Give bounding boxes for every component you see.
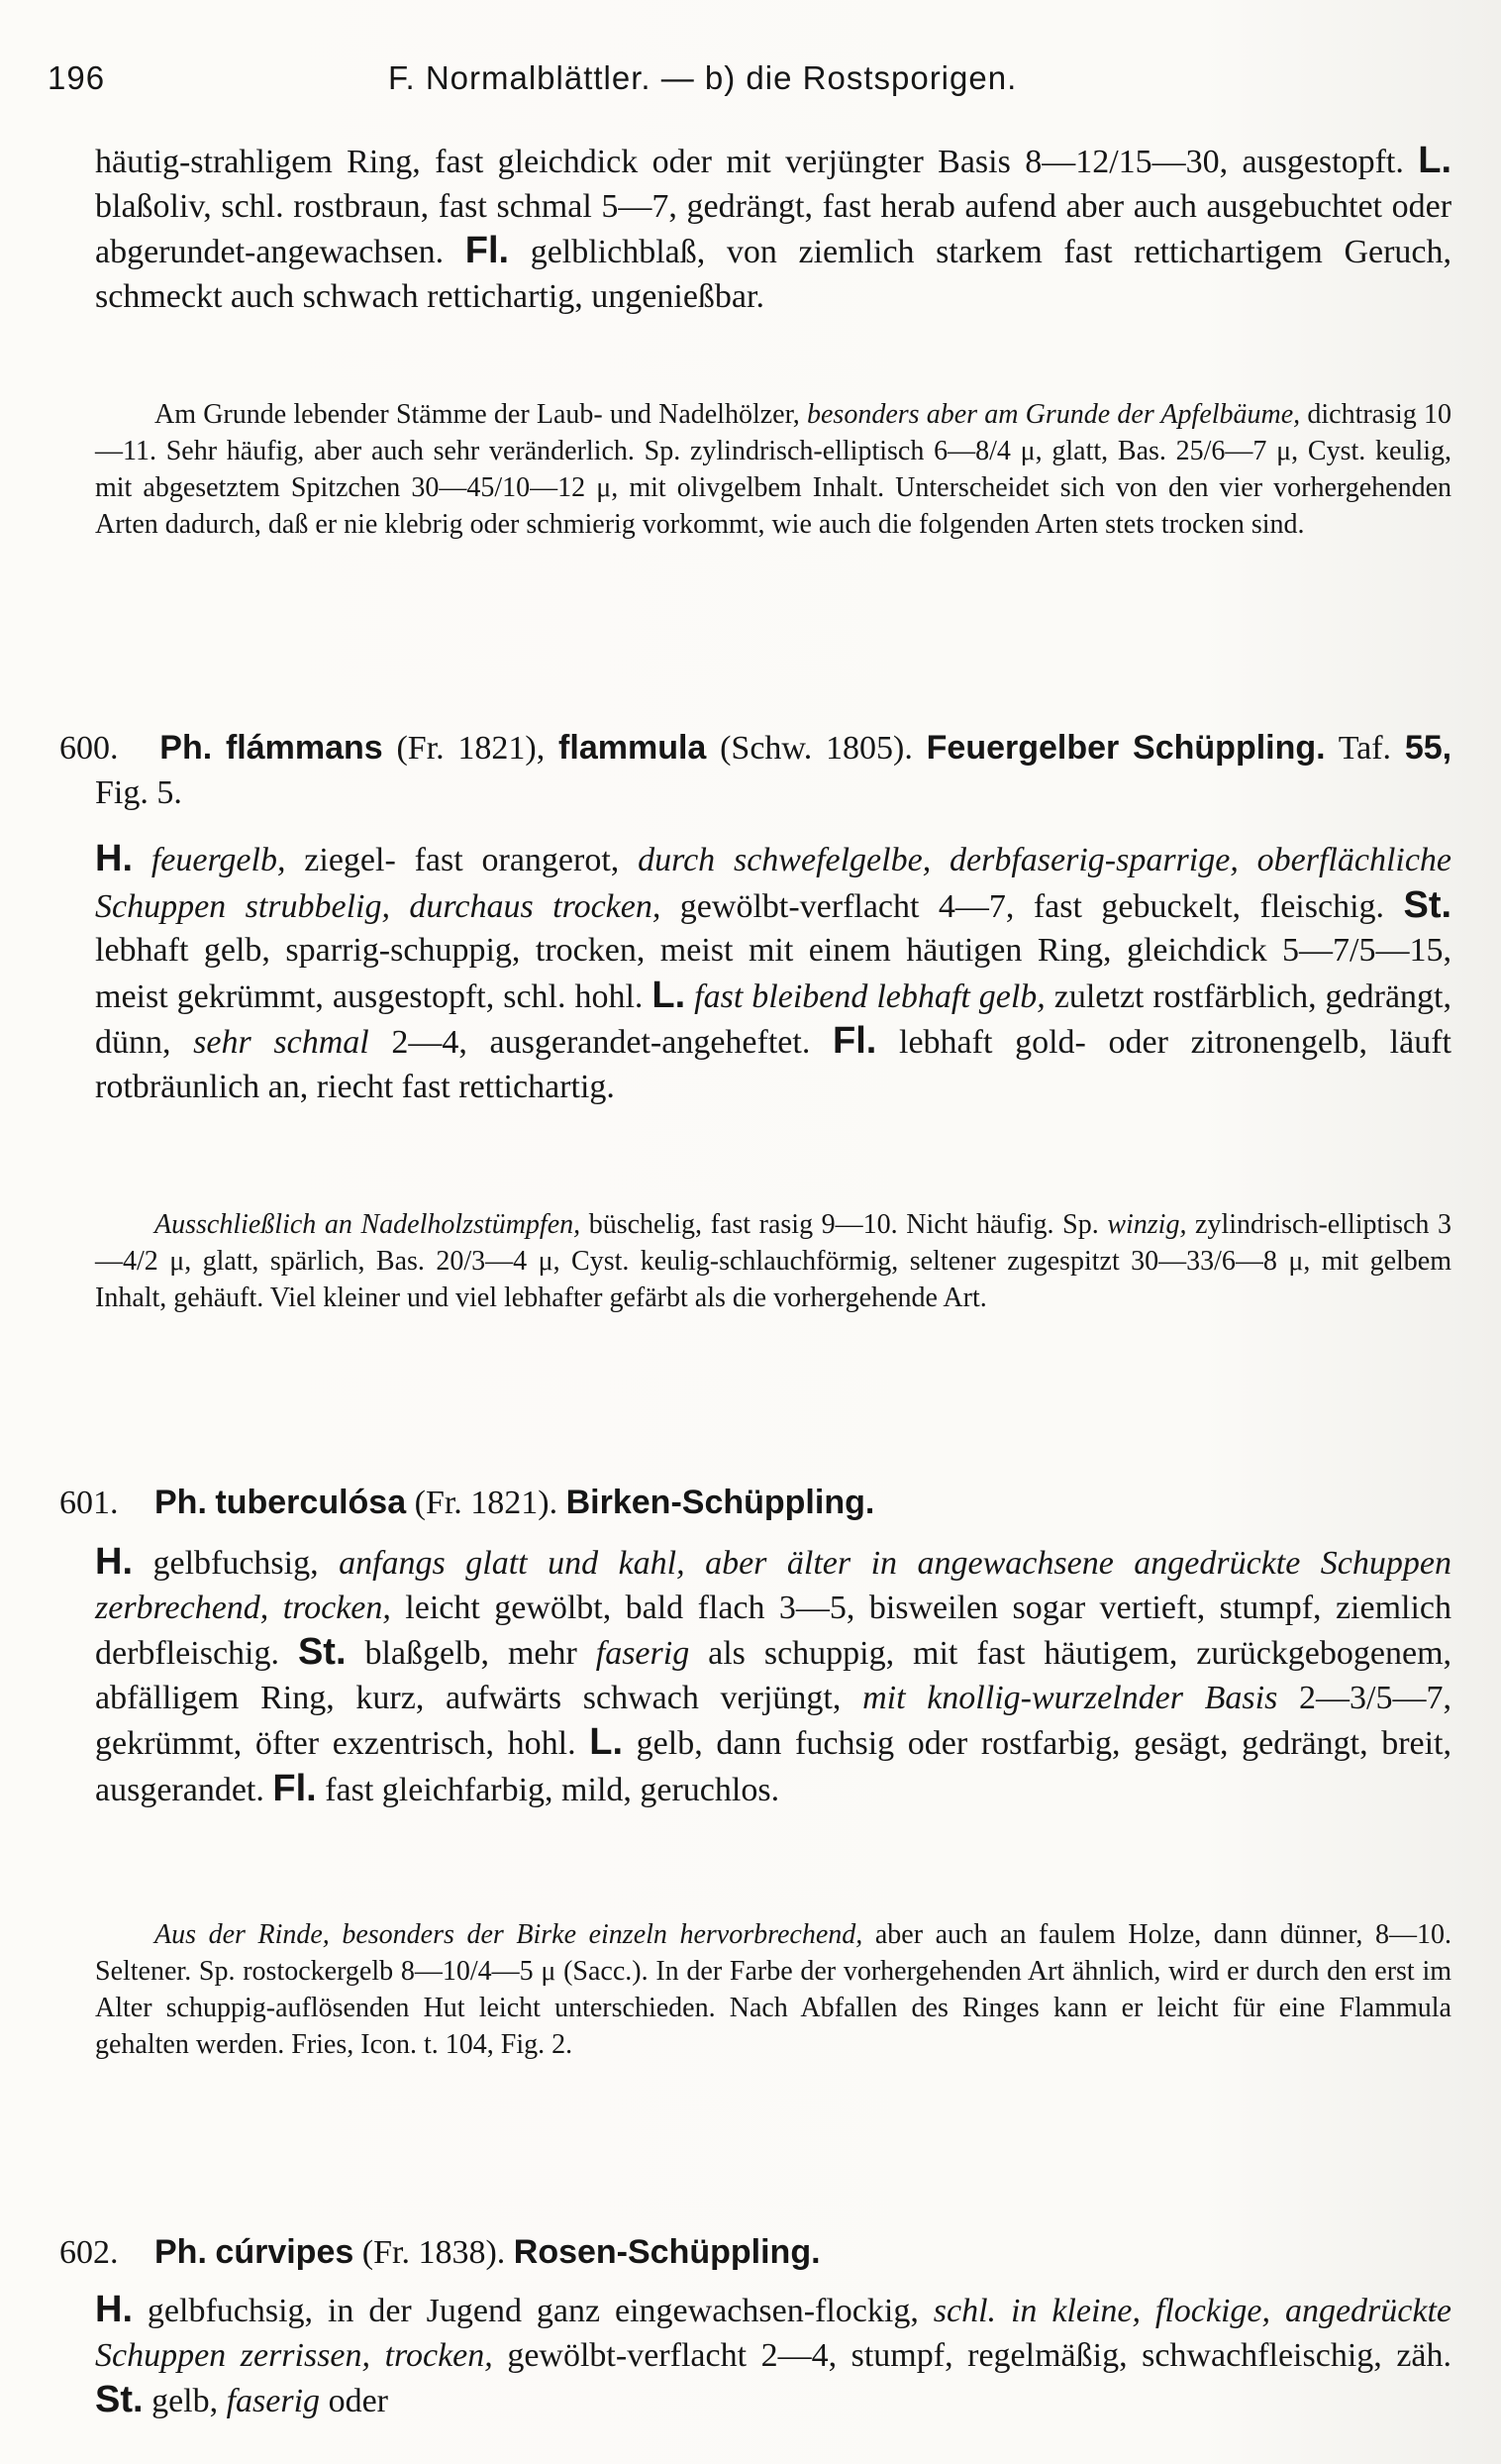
cap-label: H. [95,2289,133,2330]
species-600-description: H. feuergelb, ziegel- fast orangerot, durch schwefelgelbe, derbfaserig-sparrige, oberflächliche Schuppen strubbelig, durchaus trocken, gewölbt-verflacht 4—7, fast gebuckelt, fleischig. St. lebhaft gelb, sparrig-schuppig, trocken, meist mit einem häutigen Ring, gleichdick 5—7/5—15, meist gekrümmt, ausgestopft, schl. hohl. L. fast bleibend lebhaft gelb, zuletzt rostfärblich, gedrängt, dünn, sehr schmal 2—4, ausgerandet-angeheftet. Fl. lebhaft gold- oder zitronengelb, läuft rotbräunlich an, riecht fast rettichartig. [95,838,1452,1105]
cap-label: H. [95,838,133,879]
intro-habitat-note: Am Grunde lebender Stämme der Laub- und Nadelhölzer, besonders aber am Grunde der Apfelbäume, dichtrasig 10—11. Sehr häufig, aber auch sehr veränderlich. Sp. zylindrisch-elliptisch 6—8/4 μ, glatt, Bas. 25/6—7 μ, Cyst. keulig, mit abgesetztem Spitzchen 30—45/10—12 μ, mit olivgelbem Inhalt. Unterscheidet sich von den vier vorhergehenden Arten dadurch, daß er nie klebrig oder schmierig vorkommt, wie auch die folgenden Arten stets trocken sind. [95,399,1451,540]
species-601-description: H. gelbfuchsig, anfangs glatt und kahl, aber älter in angewachsene angedrückte Schuppen zerbrechend, trocken, leicht gewölbt, bald flach 3—5, bisweilen sogar vertieft, stumpf, ziemlich derbfleischig. St. blaßgelb, mehr faserig als schuppig, mit fast häutigem, zurückgebogenem, abfälligem Ring, kurz, aufwärts schwach verjüngt, mit knollig-wurzelnder Basis 2—3/5—7, gekrümmt, öfter exzentrisch, hohl. L. gelb, dann fuchsig oder rostfarbig, gesägt, gedrängt, breit, ausgerandet. Fl. fast gleichfarbig, mild, geruchlos. [95,1541,1452,1809]
cap-label: H. [95,1541,133,1583]
lamellae-label: L. [589,1721,624,1763]
stem-label: St. [95,2379,144,2420]
species-600-note: Ausschließlich an Nadelholzstümpfen, büschelig, fast rasig 9—10. Nicht häufig. Sp. winzig, zylindrisch-elliptisch 3—4/2 μ, glatt, spärlich, Bas. 20/3—4 μ, Cyst. keulig-schlauchförmig, seltener zugespitzt 30—33/6—8 μ, mit gelbem Inhalt, gehäuft. Viel kleiner und viel lebhafter gefärbt als die vorhergehende Art. [95,1209,1452,1313]
flesh-label: Fl. [272,1767,317,1809]
species-602-description: H. gelbfuchsig, in der Jugend ganz eingewachsen-flockig, schl. in kleine, flockige, angedrückte Schuppen zerrissen, trocken, gewölbt-verflacht 2—4, stumpf, regelmäßig, schwachfleischig, zäh. St. gelb, faserig oder [95,2289,1451,2420]
species-name: flámmans [225,729,383,767]
lamellae-label: L. [651,974,686,1016]
lamellae-label: L. [1418,140,1452,181]
common-name: Birken-Schüppling. [565,1484,875,1521]
species-600-heading: 600. Ph. flámmans (Fr. 1821), flammula (Schw. 1805). Feuergelber Schüppling. Taf. 55, Fig. 5. [59,729,1452,811]
stem-label: St. [1403,883,1452,926]
species-number: 600. [59,730,119,767]
running-header [0,59,1501,119]
running-title: F. Normalblättler. — b) die Rostsporigen. [388,59,1018,96]
species-name: cúrvipes [215,2233,354,2271]
species-601-heading: 601. Ph. tuberculósa (Fr. 1821). Birken-Schüppling. [59,1484,875,1521]
common-name: Rosen-Schüppling. [513,2233,821,2271]
species-number: 602. [59,2234,119,2271]
species-602-heading: 602. Ph. cúrvipes (Fr. 1838). Rosen-Schüppling. [59,2233,821,2271]
common-name: Feuergelber [926,729,1120,767]
flesh-label: Fl. [464,230,510,271]
species-name: tuberculósa [215,1484,407,1521]
stem-label: St. [297,1631,347,1673]
flesh-label: Fl. [833,1020,877,1062]
species-number: 601. [59,1485,119,1521]
page-number: 196 [48,59,106,96]
intro-description: häutig-strahligem Ring, fast gleichdick oder mit verjüngter Basis 8—12/15—30, ausgestopft. L. blaßoliv, schl. rostbraun, fast schmal 5—7, gedrängt, fast herab aufend aber auch ausgebuchtet oder abgerundet-angewachsen. Fl. gelblichblaß, von ziemlich starkem fast rettichartigem Geruch, schmeckt auch schwach rettichartig, ungenießbar. [95,140,1452,315]
species-601-note: Aus der Rinde, besonders der Birke einzeln hervorbrechend, aber auch an faulem Holze, dann dünner, 8—10. Seltener. Sp. rostockergelb 8—10/4—5 μ (Sacc.). In der Farbe der vorhergehenden Art ähnlich, wird er durch den erst im Alter schuppig-auflösenden Hut leicht unterschieden. Nach Abfallen des Ringes kann er leicht für eine Flammula gehalten werden. Fries, Icon. t. 104, Fig. 2. [95,1919,1451,2060]
